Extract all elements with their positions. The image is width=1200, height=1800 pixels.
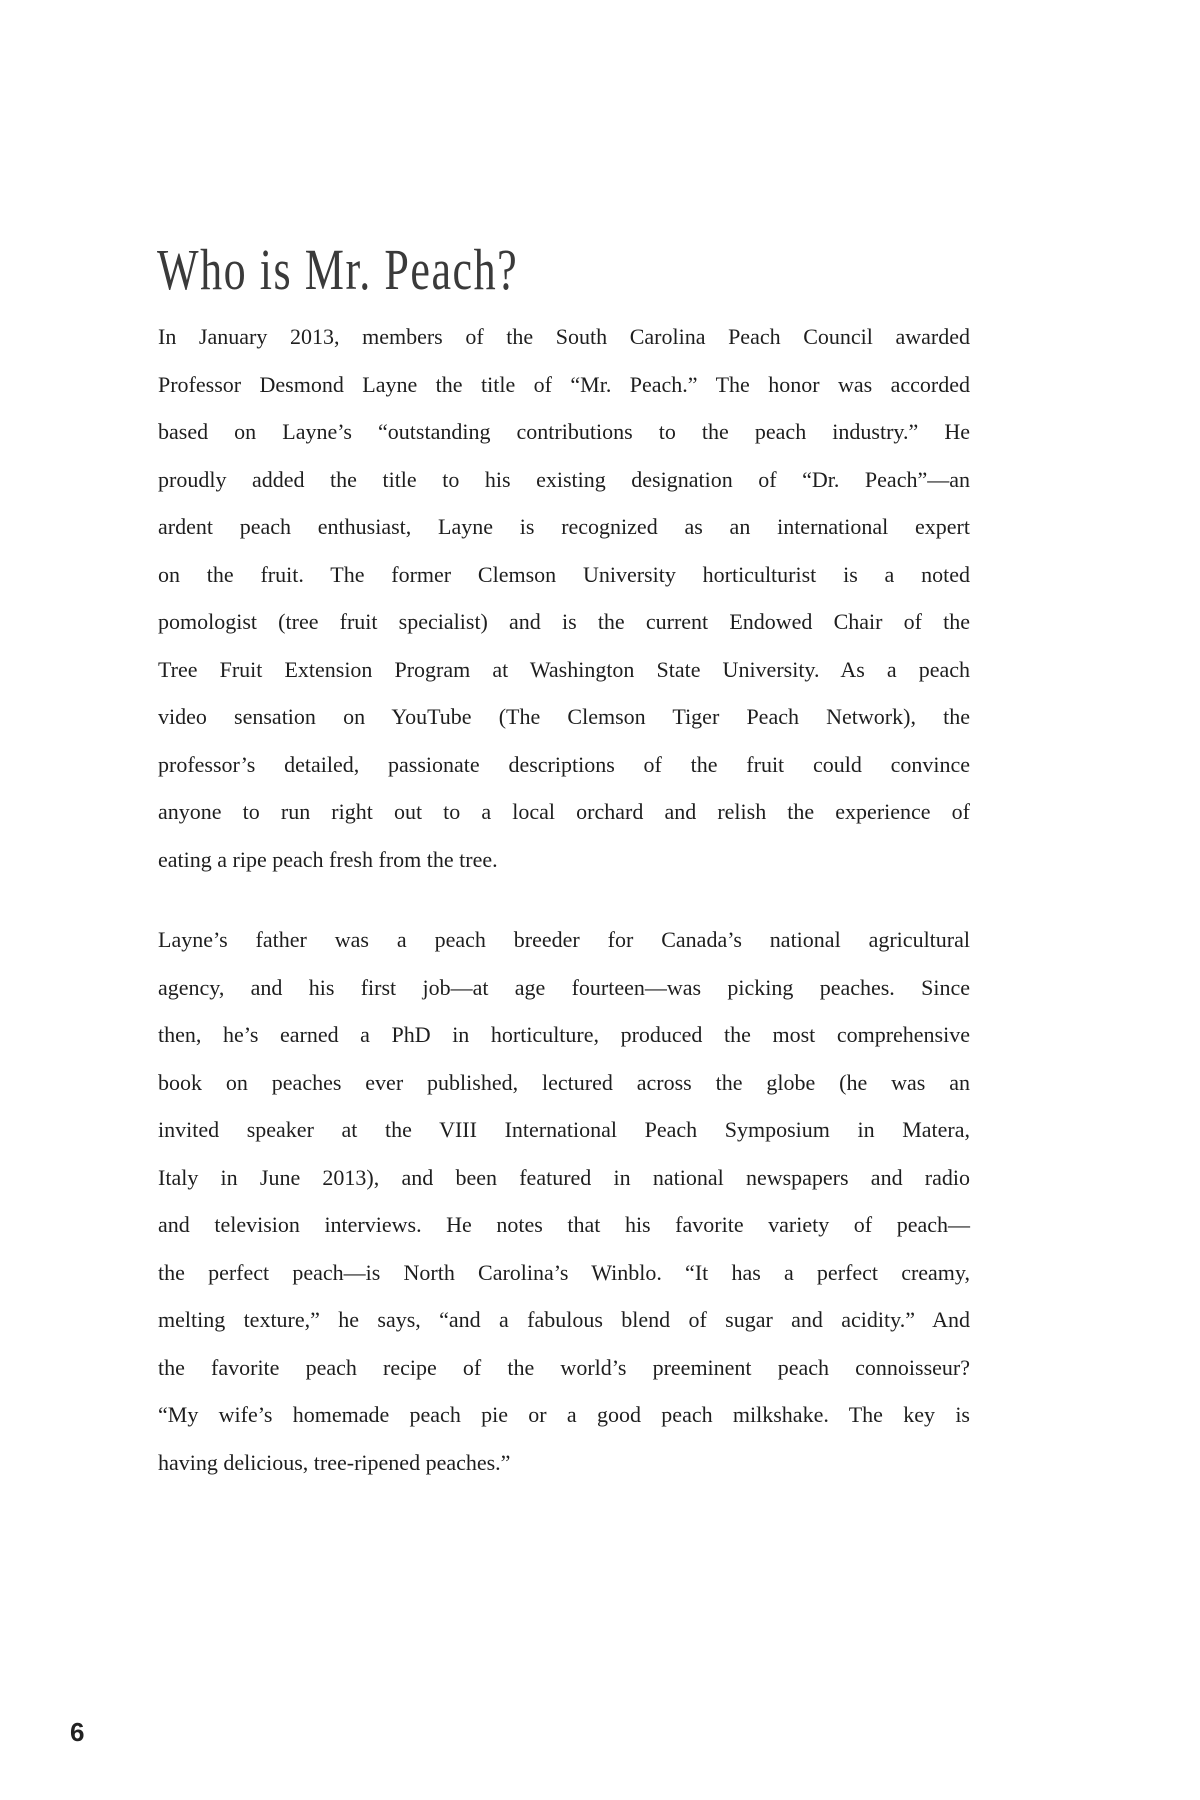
text-line: and television interviews. He notes that his favorite variety of peach— (158, 1212, 970, 1237)
text-line: the favorite peach recipe of the world’s preeminent peach connoisseur? (158, 1354, 970, 1380)
text-line: based on Layne’s “outstanding contributions to the peach industry.” He (158, 419, 970, 444)
text-line: invited speaker at the VIII International Peach Symposium in Matera, (158, 1117, 970, 1142)
text-line: on the fruit. The former Clemson University horticulturist is a noted (158, 561, 970, 587)
text-line: book on peaches ever published, lectured across the globe (he was an (158, 1069, 970, 1095)
text-line: proudly added the title to his existing designation of “Dr. Peach”—an (158, 466, 970, 492)
page-number: 6 (70, 1717, 85, 1747)
text-line: ardent peach enthusiast, Layne is recognized as an international expert (158, 514, 970, 539)
body-text (158, 313, 970, 1519)
text-line: Tree Fruit Extension Program at Washington State University. As a peach (158, 656, 970, 682)
text-line: anyone to run right out to a local orchard and relish the experience of (158, 799, 970, 824)
text-line: Professor Desmond Layne the title of “Mr. Peach.” The honor was accorded (158, 371, 970, 397)
chapter-title: Who is Mr. Peach? (157, 236, 519, 302)
text-line: In January 2013, members of the South Carolina Peach Council awarded (158, 324, 970, 349)
text-line: having delicious, tree-ripened peaches.” (158, 1449, 511, 1475)
text-line: the perfect peach—is North Carolina’s Winblo. “It has a perfect creamy, (158, 1259, 970, 1285)
text-line: pomologist (tree fruit specialist) and is the current Endowed Chair of the (158, 609, 970, 634)
text-line: Layne’s father was a peach breeder for Canada’s national agricultural (158, 927, 970, 952)
text-line: agency, and his first job—at age fourteen—was picking peaches. Since (158, 974, 970, 1000)
text-line: Italy in June 2013), and been featured in national newspapers and radio (158, 1164, 970, 1190)
text-line: then, he’s earned a PhD in horticulture, produced the most comprehensive (158, 1022, 970, 1047)
text-line: “My wife’s homemade peach pie or a good peach milkshake. The key is (158, 1402, 970, 1427)
paragraph (158, 313, 970, 883)
text-line: video sensation on YouTube (The Clemson Tiger Peach Network), the (158, 704, 970, 729)
text-line: professor’s detailed, passionate descriptions of the fruit could convince (158, 751, 970, 777)
paragraph (158, 916, 970, 1486)
text-line: melting texture,” he says, “and a fabulous blend of sugar and acidity.” And (158, 1307, 970, 1332)
text-line: eating a ripe peach fresh from the tree. (158, 846, 498, 872)
